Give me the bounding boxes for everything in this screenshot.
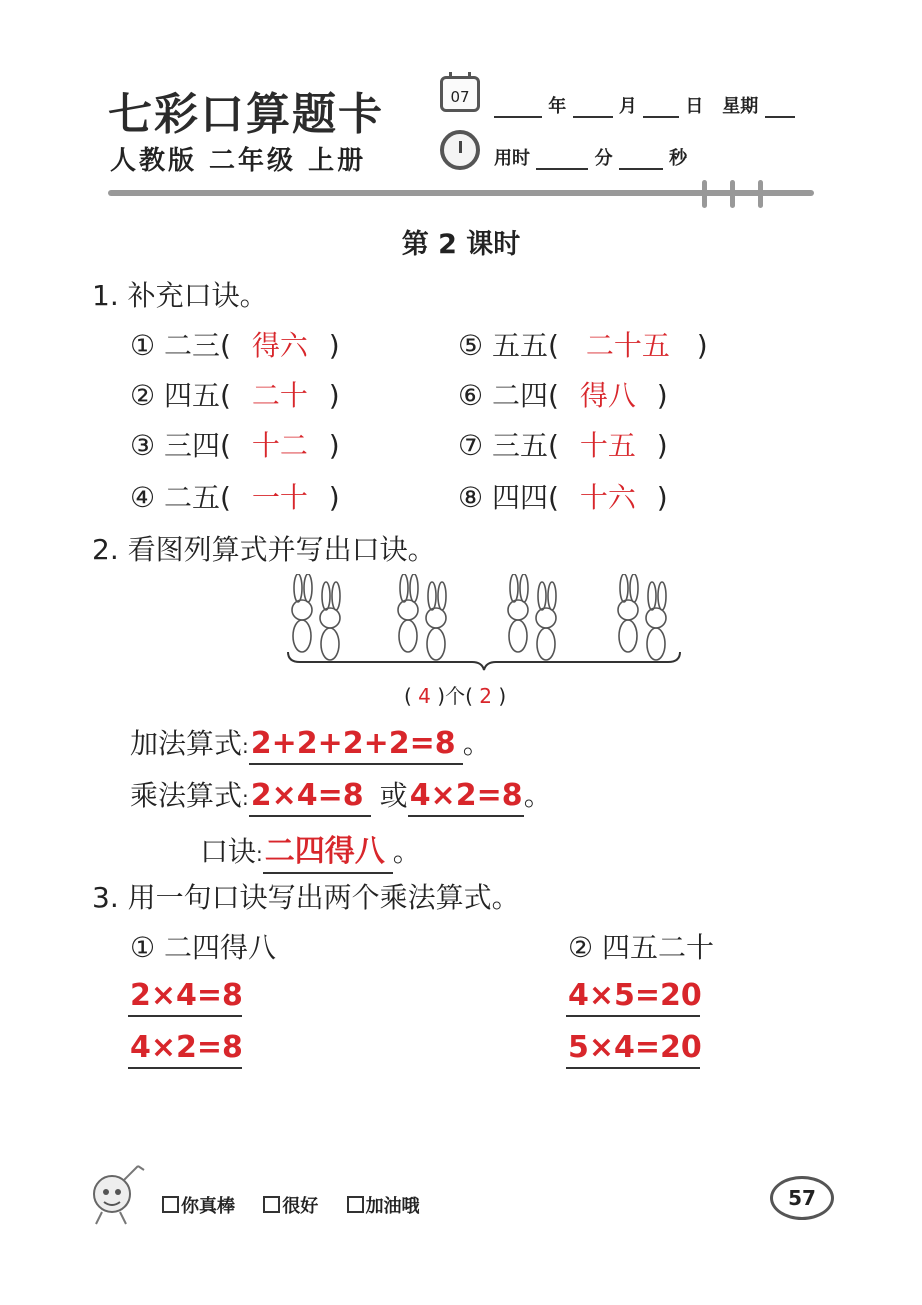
self-rating (162, 1192, 442, 1218)
q1-item-3 (130, 424, 340, 464)
day-blank[interactable] (643, 98, 679, 118)
addition-label: 加法算式 (130, 727, 243, 760)
item-prefix: 四五( (164, 379, 231, 412)
q1-title: 1. 补充口诀。 (92, 279, 268, 312)
q1-item-1 (130, 324, 340, 364)
day-label: 日 (685, 96, 704, 117)
item-suffix: ) (656, 379, 668, 412)
q3-left-answer-2: 4×2=8 (128, 1030, 242, 1069)
weekday-label: 星期 (722, 96, 759, 117)
date-fields (494, 92, 795, 118)
checkbox[interactable] (347, 1196, 364, 1213)
multiplication-answer-2: 4×2=8 (408, 778, 524, 817)
q1-item-2 (130, 374, 340, 414)
item-suffix: ) (696, 329, 708, 362)
item-prefix: 五五( (492, 329, 559, 362)
item-number: ⑤ (458, 329, 484, 362)
addition-row (130, 722, 491, 765)
rabbit-group-4 (618, 574, 666, 660)
q1-item-4 (130, 476, 340, 516)
q1-item-8 (458, 476, 668, 516)
rating-label: 加油哦 (365, 1196, 420, 1217)
period: 。 (523, 779, 552, 812)
q3-right-answer-2: 5×4=20 (566, 1030, 700, 1069)
weekday-blank[interactable] (765, 98, 795, 118)
edition-label: 人教版 二年级 上册 (110, 146, 367, 176)
item-suffix: ) (328, 429, 340, 462)
colon: : (242, 786, 249, 810)
item-prefix: 三四( (164, 429, 231, 462)
each-answer: 2 (479, 684, 492, 708)
period: 。 (462, 727, 491, 760)
groups-answer: 4 (418, 684, 431, 708)
minutes-blank[interactable] (536, 150, 588, 170)
checkbox[interactable] (263, 1196, 280, 1213)
rhyme-label: 口诀 (200, 835, 257, 868)
colon: : (242, 734, 249, 758)
item-answer: 得八 (579, 379, 636, 412)
q3-left-heading: ① 二四得八 (130, 931, 277, 964)
item-answer: 十六 (579, 481, 636, 514)
year-label: 年 (548, 96, 567, 117)
item-answer: 二十 (251, 379, 308, 412)
rating-option-great[interactable] (162, 1196, 235, 1217)
colon: : (256, 842, 263, 866)
item-answer: 得六 (251, 329, 308, 362)
brand-title: 七彩口算题卡 (108, 89, 384, 140)
seconds-blank[interactable] (619, 150, 663, 170)
q3-right-answer-1: 4×5=20 (566, 978, 700, 1017)
ge-label: 个 (445, 684, 466, 708)
item-prefix: 二五( (164, 481, 231, 514)
addition-answer: 2+2+2+2=8 (249, 726, 463, 765)
month-blank[interactable] (573, 98, 613, 118)
calendar-day: 07 (450, 88, 470, 106)
rating-option-good[interactable] (263, 1196, 318, 1217)
item-answer: 十二 (251, 429, 308, 462)
multiplication-answer-1: 2×4=8 (249, 778, 371, 817)
item-prefix: 三五( (492, 429, 559, 462)
item-answer: 二十五 (585, 329, 670, 362)
item-suffix: ) (328, 379, 340, 412)
item-prefix: 二三( (164, 329, 231, 362)
group-brace (286, 650, 682, 672)
rabbit-group-2 (398, 574, 446, 660)
item-number: ⑦ (458, 429, 484, 462)
item-suffix: ) (656, 429, 668, 462)
item-prefix: 二四( (492, 379, 559, 412)
groups-caption: ( 4 )个( 2 ) (404, 684, 507, 708)
period: 。 (392, 835, 421, 868)
seconds-label: 秒 (669, 148, 688, 169)
checkbox[interactable] (162, 1196, 179, 1213)
q2-title: 2. 看图列算式并写出口诀。 (92, 533, 436, 566)
page-number: 57 (770, 1176, 834, 1220)
mascot-icon (82, 1160, 152, 1230)
month-label: 月 (618, 96, 637, 117)
item-suffix: ) (656, 481, 668, 514)
time-used-label: 用时 (494, 148, 530, 169)
rating-option-keep-going[interactable] (347, 1196, 420, 1217)
rhyme-row (200, 826, 421, 874)
rating-label: 你真棒 (181, 1196, 235, 1217)
time-fields (494, 144, 687, 170)
q3-left-answer-1: 2×4=8 (128, 978, 242, 1017)
rabbit-group-3 (508, 574, 556, 660)
item-number: ③ (130, 429, 156, 462)
q1-item-6 (458, 374, 668, 414)
q1-item-7 (458, 424, 668, 464)
or-label: 或 (379, 779, 408, 812)
item-suffix: ) (328, 481, 340, 514)
item-number: ④ (130, 481, 156, 514)
q3-title: 3. 用一句口诀写出两个乘法算式。 (92, 881, 520, 914)
item-answer: 一十 (251, 481, 308, 514)
calendar-icon (440, 76, 480, 112)
item-number: ⑧ (458, 481, 484, 514)
year-blank[interactable] (494, 98, 542, 118)
divider-ornament (694, 180, 774, 210)
item-suffix: ) (328, 329, 340, 362)
lesson-title: 第 2 课时 (401, 229, 521, 260)
item-answer: 十五 (579, 429, 636, 462)
rating-label: 很好 (282, 1196, 319, 1217)
q3-right-heading: ② 四五二十 (568, 931, 715, 964)
rhyme-answer: 二四得八 (263, 826, 393, 874)
item-number: ① (130, 329, 156, 362)
item-number: ⑥ (458, 379, 484, 412)
q1-item-5 (458, 324, 708, 364)
clock-icon (440, 130, 480, 170)
multiplication-row (130, 774, 552, 817)
item-prefix: 四四( (492, 481, 559, 514)
rabbit-group-1 (292, 574, 340, 660)
multiplication-label: 乘法算式 (130, 779, 243, 812)
item-number: ② (130, 379, 156, 412)
minutes-label: 分 (594, 148, 613, 169)
